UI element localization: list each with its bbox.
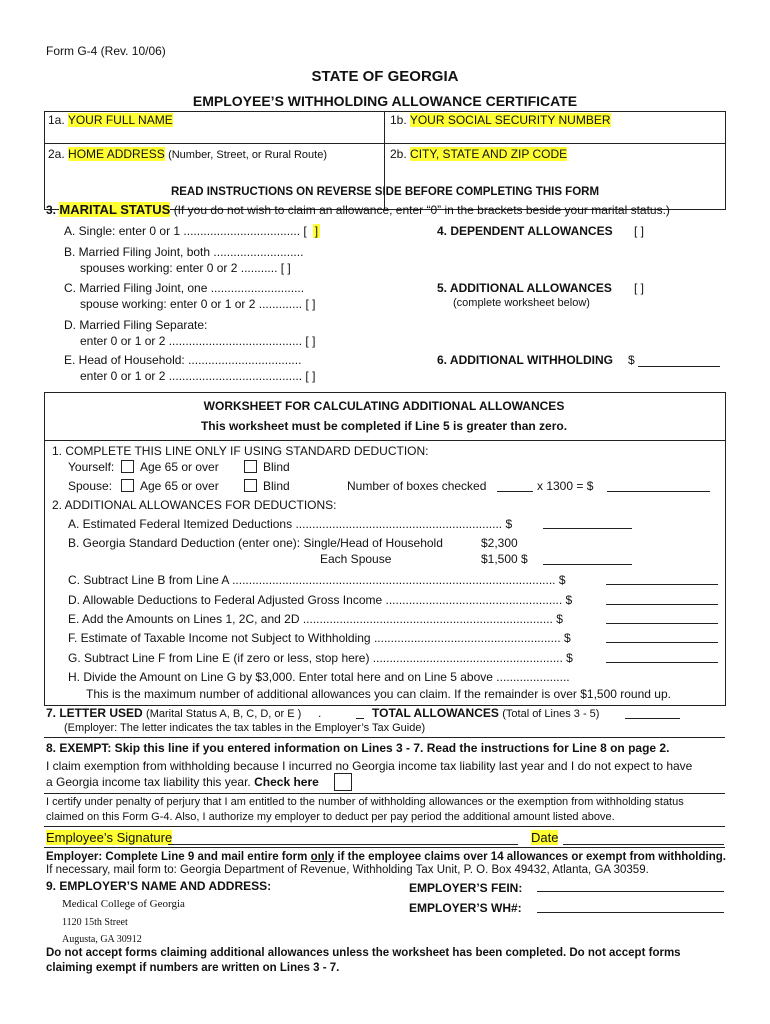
checkbox-icon <box>121 479 134 492</box>
spouse-age65-checkbox[interactable] <box>121 479 219 493</box>
spouse-blind-checkbox[interactable] <box>244 479 290 493</box>
footer-line1: Do not accept forms claiming additional allowances unless the worksheet has been completed. Do not accept forms <box>46 947 681 959</box>
line2a-label: A. Estimated Federal Itemized Deductions .............................................................. $ <box>68 517 513 531</box>
certify-line2: claimed on this Form G-4. Also, I authorize my employer to deduct per pay period the additional amount listed above. <box>46 811 615 823</box>
divider <box>44 847 725 848</box>
signature-label: Employee’s Signature <box>46 830 173 845</box>
single-amount: $2,300 <box>481 536 518 550</box>
line2d-label: D. Allowable Deductions to Federal Adjusted Gross Income ..................................................... $ <box>68 593 573 607</box>
additional-withholding-input[interactable] <box>638 366 720 367</box>
marital-status-heading <box>46 202 670 217</box>
letter-used-underline <box>356 718 364 719</box>
employer-fein-label: EMPLOYER’S FEIN: <box>409 881 523 895</box>
line2g-label: G. Subtract Line F from Line E (if zero or less, stop here) ......................................................... $ <box>68 651 573 665</box>
checkbox-icon <box>244 479 257 492</box>
dollar-sign: $ <box>628 353 635 367</box>
page-title: EMPLOYEE’S WITHHOLDING ALLOWANCE CERTIFICATE <box>192 93 578 109</box>
line2b-input[interactable] <box>543 564 632 565</box>
line2f-label: F. Estimate of Taxable Income not Subject to Withholding ........................................................ $ <box>68 631 571 645</box>
mail-instruction: If necessary, mail form to: Georgia Department of Revenue, Withholding Tax Unit, P. O. Box 49432, Atlanta, GA 30359. <box>46 864 649 876</box>
employer-note: (Employer: The letter indicates the tax tables in the Employer’s Tax Guide) <box>64 722 426 734</box>
additional-allowances-label: 5. ADDITIONAL ALLOWANCES <box>437 281 612 295</box>
checkbox-icon <box>244 460 257 473</box>
each-spouse-label: Each Spouse <box>320 552 392 566</box>
worksheet-line2: 2. ADDITIONAL ALLOWANCES FOR DEDUCTIONS: <box>52 498 337 512</box>
each-spouse-amount: $1,500 $ <box>481 552 528 566</box>
field-number: 2b. <box>390 147 407 161</box>
line2c-label: C. Subtract Line B from Line A ................................................................................................. $ <box>68 573 566 587</box>
marital-status-label: MARITAL STATUS <box>59 202 171 217</box>
footer-line2: claiming exempt if numbers are written on Lines 3 - 7. <box>46 962 340 974</box>
line2c-input[interactable] <box>606 584 718 585</box>
additional-allowances-input[interactable]: [ ] <box>634 281 645 295</box>
ssn-field[interactable] <box>390 113 611 127</box>
marital-joint-one-row[interactable]: spouse working: enter 0 or 1 or 2 ............. [ ] <box>80 297 316 311</box>
line2g-input[interactable] <box>606 662 718 663</box>
full-name-label: YOUR FULL NAME <box>67 113 173 127</box>
divider <box>44 826 725 827</box>
marital-hoh-row[interactable]: enter 0 or 1 or 2 ........................................ [ ] <box>80 369 316 383</box>
exempt-text-line2 <box>46 775 319 789</box>
home-address-field[interactable] <box>48 147 327 161</box>
age65-label: Age 65 or over <box>140 460 219 474</box>
home-address-label: HOME ADDRESS <box>68 147 165 161</box>
line2e-label: E. Add the Amounts on Lines 1, 2C, and 2D ........................................................................... $ <box>68 612 563 626</box>
worksheet-subtitle: This worksheet must be completed if Line 5 is greater than zero. <box>200 419 568 433</box>
checkbox-icon <box>121 460 134 473</box>
full-name-field[interactable] <box>48 113 173 127</box>
ssn-label: YOUR SOCIAL SECURITY NUMBER <box>409 113 611 127</box>
marital-single-label: A. Single: enter 0 or 1 ................................... [ <box>64 224 307 238</box>
date-label: Date <box>531 830 559 845</box>
yourself-blind-checkbox[interactable] <box>244 460 290 474</box>
exempt-text-line1: I claim exemption from withholding because I incurred no Georgia income tax liability last year and I do not expect to have <box>46 759 693 773</box>
letter-used-hint: (Marital Status A, B, C, D, or E ) <box>146 708 302 720</box>
marital-joint-both-line1: B. Married Filing Joint, both ........................... <box>64 245 304 259</box>
home-address-hint: (Number, Street, or Rural Route) <box>168 149 328 161</box>
boxes-checked-label: Number of boxes checked <box>347 479 487 493</box>
line2b-label: B. Georgia Standard Deduction (enter one): Single/Head of Household <box>68 536 443 550</box>
age65-label: Age 65 or over <box>140 479 219 493</box>
instructions-heading: READ INSTRUCTIONS ON REVERSE SIDE BEFORE COMPLETING THIS FORM <box>170 186 600 198</box>
employer-instruction-text: if the employee claims over 14 allowances or exempt from withholding. <box>334 851 726 863</box>
marital-separate-line1: D. Married Filing Separate: <box>64 318 208 332</box>
check-here-label: Check here <box>254 775 319 789</box>
line7-row <box>46 706 301 720</box>
employer-name: Medical College of Georgia <box>62 898 185 910</box>
employer-street: 1120 15th Street <box>62 917 128 928</box>
employer-city: Augusta, GA 30912 <box>62 934 142 945</box>
employer-instruction-only: only <box>310 851 335 863</box>
marital-hoh-line1: E. Head of Household: .................................. <box>64 353 302 367</box>
employer-fein-input[interactable] <box>537 891 724 892</box>
total-allowances-label: TOTAL ALLOWANCES <box>372 706 499 720</box>
boxes-checked-input[interactable] <box>497 491 533 492</box>
city-state-zip-label: CITY, STATE AND ZIP CODE <box>410 147 568 161</box>
line2a-input[interactable] <box>543 528 632 529</box>
dependent-allowances-label: 4. DEPENDENT ALLOWANCES <box>437 224 613 238</box>
worksheet-title: WORKSHEET FOR CALCULATING ADDITIONAL ALLOWANCES <box>203 399 565 413</box>
dependent-allowances-input[interactable]: [ ] <box>634 224 645 238</box>
yourself-age65-checkbox[interactable] <box>121 460 219 474</box>
line2f-input[interactable] <box>606 642 718 643</box>
line2h-label: H. Divide the Amount on Line G by $3,000. Enter total here and on Line 5 above ...................... <box>68 670 570 684</box>
total-allowances-input[interactable] <box>625 718 680 719</box>
field-number: 1a. <box>48 113 65 127</box>
date-input[interactable] <box>563 844 724 845</box>
yourself-label: Yourself: <box>68 460 115 474</box>
certify-line1: I certify under penalty of perjury that I am entitled to the number of withholding allowances or the exemption from withholding status <box>46 796 684 808</box>
marital-separate-row[interactable]: enter 0 or 1 or 2 ........................................ [ ] <box>80 334 316 348</box>
exempt-text: a Georgia income tax liability this year. <box>46 775 251 789</box>
field-number: 1b. <box>390 113 407 127</box>
total-allowances-row <box>372 706 599 720</box>
line2e-input[interactable] <box>606 623 718 624</box>
divider <box>44 440 725 441</box>
bracket-close: ] <box>314 224 319 238</box>
field-number: 2a. <box>48 147 65 161</box>
employer-wh-input[interactable] <box>537 912 724 913</box>
form-id: Form G-4 (Rev. 10/06) <box>46 44 166 58</box>
letter-used-label: 7. LETTER USED <box>46 706 143 720</box>
total-allowances-hint: (Total of Lines 3 - 5) <box>502 708 600 720</box>
employer-instruction <box>46 851 726 863</box>
exempt-checkbox[interactable] <box>334 773 352 791</box>
x1300-label: x 1300 = $ <box>537 479 594 493</box>
additional-withholding-label: 6. ADDITIONAL WITHHOLDING <box>437 353 613 367</box>
divider <box>44 793 725 794</box>
city-state-zip-field[interactable] <box>390 147 567 161</box>
line2h-note: This is the maximum number of additional allowances you can claim. If the remainder is over $1,500 round up. <box>86 687 671 701</box>
exempt-heading: 8. EXEMPT: Skip this line if you entered information on Lines 3 - 7. Read the instructions for Line 8 on page 2. <box>46 741 670 755</box>
marital-single-row[interactable] <box>64 224 320 238</box>
signature-input[interactable] <box>168 844 518 845</box>
state-title: STATE OF GEORGIA <box>311 68 459 85</box>
marital-status-hint: (If you do not wish to claim an allowance, enter “0” in the brackets beside your marital status.) <box>173 203 670 217</box>
marital-joint-one-line1: C. Married Filing Joint, one ............................ <box>64 281 305 295</box>
blind-label: Blind <box>263 460 290 474</box>
blind-label: Blind <box>263 479 290 493</box>
marital-joint-both-row[interactable]: spouses working: enter 0 or 2 ........... [ ] <box>80 261 291 275</box>
letter-used-input[interactable]: . <box>318 706 322 720</box>
worksheet-line1: 1. COMPLETE THIS LINE ONLY IF USING STANDARD DEDUCTION: <box>52 444 429 458</box>
line2d-input[interactable] <box>606 604 718 605</box>
line1-amount-input[interactable] <box>607 491 710 492</box>
employer-instruction-text: Employer: Complete Line 9 and mail entire form <box>46 851 311 863</box>
line-number: 3. <box>46 203 57 217</box>
spouse-label: Spouse: <box>68 479 113 493</box>
divider <box>44 737 725 738</box>
employer-name-address-label: 9. EMPLOYER’S NAME AND ADDRESS: <box>46 879 272 893</box>
additional-allowances-hint: (complete worksheet below) <box>453 297 590 309</box>
employer-wh-label: EMPLOYER’S WH#: <box>409 901 522 915</box>
